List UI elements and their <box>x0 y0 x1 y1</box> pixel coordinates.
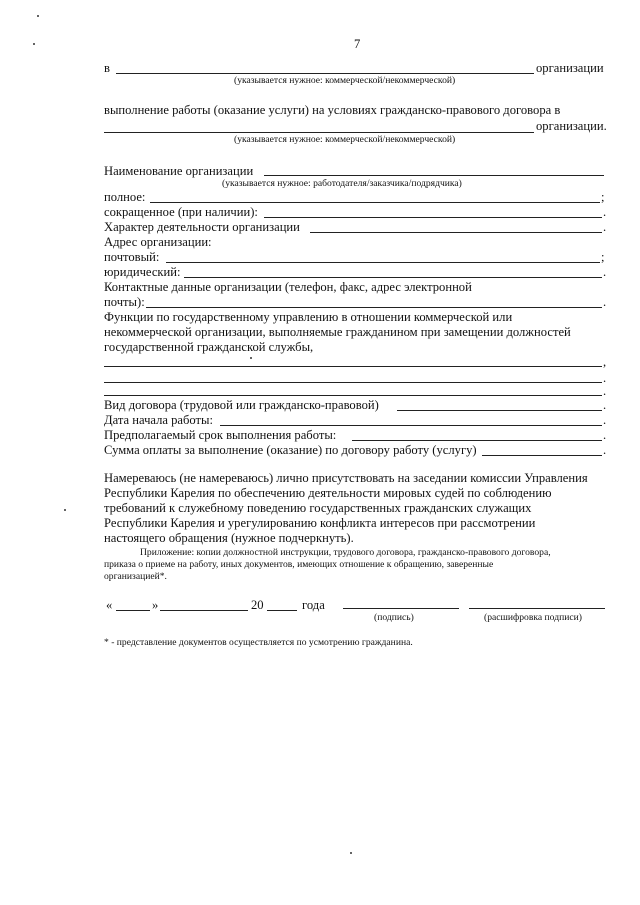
sec2-hint: (указывается нужное: коммерческой/некоммерческой) <box>234 134 456 145</box>
functions-line2: некоммерческой организации, выполняемые гражданином при замещении должностей <box>104 325 571 339</box>
sec1-blank[interactable] <box>116 73 534 74</box>
sign-decode-line[interactable] <box>469 608 605 609</box>
contract-term-label: Предполагаемый срок выполнения работы: <box>104 428 337 442</box>
sec2-blank[interactable] <box>104 132 534 133</box>
contract-start-end: . <box>603 413 607 427</box>
scan-speck <box>33 43 35 45</box>
appendix-line2: приказа о приеме на работу, иных документов, имеющих отношение к обращению, заверенные <box>104 559 494 570</box>
functions-blank3-end: . <box>603 384 607 398</box>
functions-blank-1[interactable] <box>104 366 602 367</box>
org-contacts-line1: Контактные данные организации (телефон, факс, адрес электронной <box>104 280 472 294</box>
contract-type-blank[interactable] <box>397 410 602 411</box>
org-activity-label: Характер деятельности организации <box>104 220 300 234</box>
org-full-blank[interactable] <box>150 202 600 203</box>
org-name-label: Наименование организации <box>104 164 254 178</box>
contract-start-label: Дата начала работы: <box>104 413 214 427</box>
org-full-label: полное: <box>104 190 146 204</box>
sign-close-quote: » <box>152 598 159 612</box>
functions-line3: государственной гражданской службы, <box>104 340 314 354</box>
org-legal-blank[interactable] <box>184 277 602 278</box>
org-contacts-blank[interactable] <box>146 307 602 308</box>
org-contacts-line2: почты): <box>104 295 145 309</box>
sign-month-blank[interactable] <box>160 610 248 611</box>
page-number: 7 <box>354 37 361 51</box>
contract-type-end: . <box>603 398 607 412</box>
org-legal-label: юридический: <box>104 265 181 279</box>
scan-speck <box>64 509 66 511</box>
functions-blank-3[interactable] <box>104 395 602 396</box>
sign-year-blank[interactable] <box>267 610 297 611</box>
org-name-hint: (указывается нужное: работодателя/заказчика/подрядчика) <box>222 178 462 189</box>
sign-signature-hint: (подпись) <box>374 612 414 623</box>
appendix-line1: Приложение: копии должностной инструкции, трудового договора, гражданско-правового договора, <box>140 547 551 558</box>
sign-year-suffix: года <box>302 598 325 612</box>
scan-speck <box>250 357 252 359</box>
intent-line3: требований к служебному поведению государственных гражданских служащих <box>104 501 532 515</box>
contract-start-blank[interactable] <box>220 425 602 426</box>
contract-pay-end: . <box>603 443 607 457</box>
contract-pay-label: Сумма оплаты за выполнение (оказание) по договору работу (услугу) <box>104 443 477 457</box>
intent-line5: настоящего обращения (нужное подчеркнуть). <box>104 531 354 545</box>
org-contacts-end: . <box>603 295 607 309</box>
intent-line2: Республики Карелия по обеспечению деятельности мировых судей по соблюдению <box>104 486 552 500</box>
functions-blank2-end: . <box>603 371 607 385</box>
intent-line4: Республики Карелия и урегулированию конфликта интересов при рассмотрении <box>104 516 536 530</box>
sign-open-quote: « <box>106 598 113 612</box>
contract-pay-blank[interactable] <box>482 455 602 456</box>
sec2-suffix: организации. <box>536 119 607 133</box>
scan-speck <box>350 852 352 854</box>
sign-decode-hint: (расшифровка подписи) <box>484 612 582 623</box>
org-full-end: ; <box>601 190 605 204</box>
org-postal-blank[interactable] <box>166 262 600 263</box>
sign-day-blank[interactable] <box>116 610 150 611</box>
org-short-label: сокращенное (при наличии): <box>104 205 258 219</box>
functions-line1: Функции по государственному управлению в отношении коммерческой или <box>104 310 513 324</box>
sec1-prefix: в <box>104 61 110 75</box>
org-legal-end: . <box>603 265 607 279</box>
org-postal-end: ; <box>601 250 605 264</box>
sign-signature-line[interactable] <box>343 608 459 609</box>
functions-blank1-end: , <box>603 355 607 369</box>
org-name-blank[interactable] <box>264 175 604 176</box>
org-activity-blank[interactable] <box>310 232 602 233</box>
intent-line1: Намереваюсь (не намереваюсь) лично присутствовать на заседании комиссии Управления <box>104 471 588 485</box>
scan-speck <box>37 15 39 17</box>
sec1-suffix: организации <box>536 61 604 75</box>
sec1-hint: (указывается нужное: коммерческой/некоммерческой) <box>234 75 456 86</box>
contract-type-label: Вид договора (трудовой или гражданско-правовой) <box>104 398 379 412</box>
org-short-end: . <box>603 205 607 219</box>
contract-term-end: . <box>603 428 607 442</box>
functions-blank-2[interactable] <box>104 382 602 383</box>
org-address-label: Адрес организации: <box>104 235 212 249</box>
sign-year-prefix: 20 <box>251 598 264 612</box>
sec2-line1: выполнение работы (оказание услуги) на условиях гражданско-правового договора в <box>104 103 561 117</box>
org-postal-label: почтовый: <box>104 250 160 264</box>
contract-term-blank[interactable] <box>352 440 602 441</box>
org-activity-end: . <box>603 220 607 234</box>
footnote: * - представление документов осуществляется по усмотрению гражданина. <box>104 637 413 648</box>
appendix-line3: организацией*. <box>104 571 167 582</box>
org-short-blank[interactable] <box>264 217 602 218</box>
